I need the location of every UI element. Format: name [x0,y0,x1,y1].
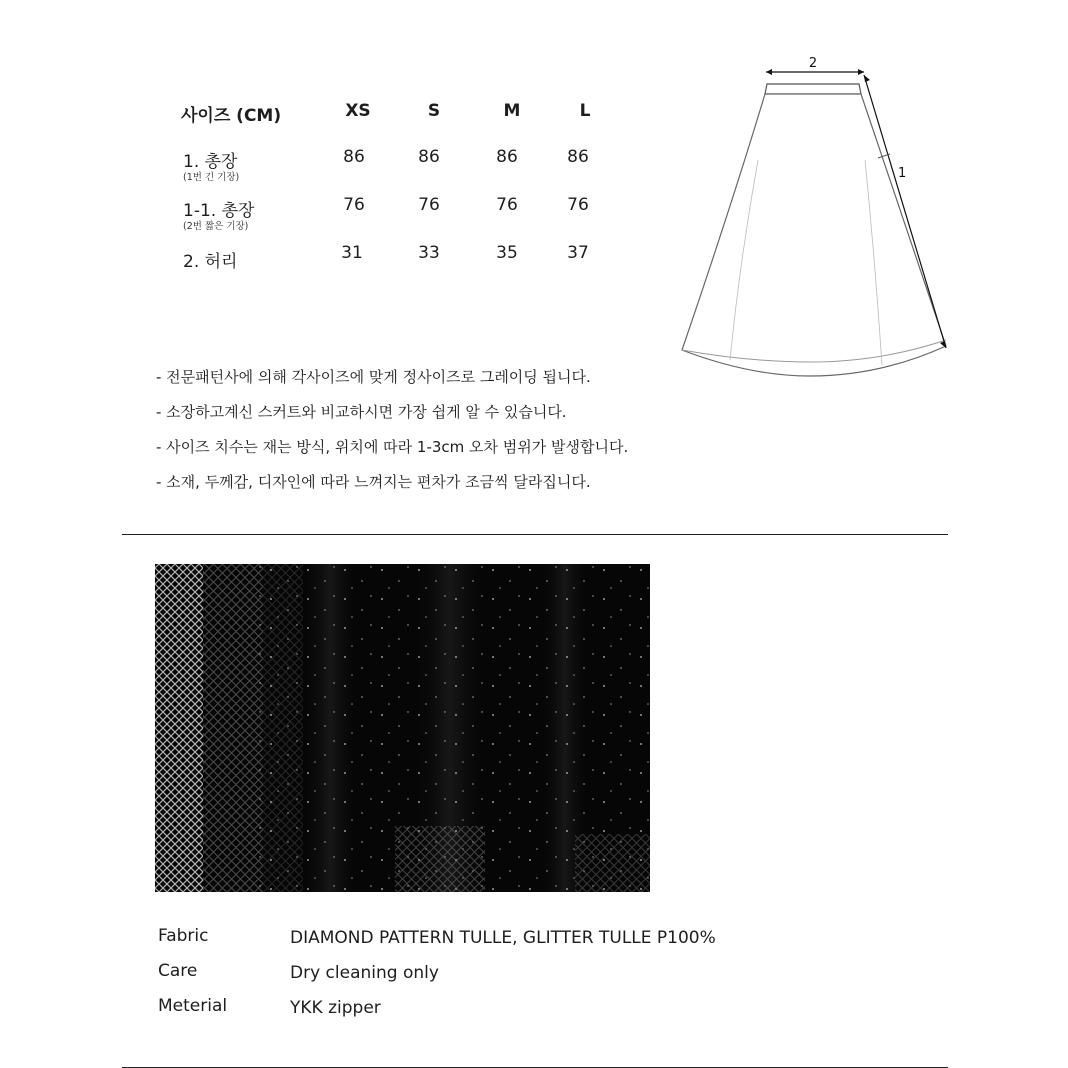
skirt-waistband [765,84,861,94]
size-header-l: L [579,101,591,121]
row-note-total-length: (1번 긴 기장) [183,172,240,183]
cell-length-xs: 86 [343,147,365,167]
row-label-short-length: 1-1. 총장 [183,201,255,221]
note-line: - 사이즈 치수는 재는 방식, 위치에 따라 1-3cm 오차 범위가 발생합니다. [156,438,629,456]
cell-short-xs: 76 [343,195,365,215]
info-label-care: Care [158,961,198,981]
row-label-waist: 2. 허리 [183,252,238,272]
row-label-total-length: 1. 총장 [183,152,238,172]
row-note-short-length: (2번 짧은 기장) [183,221,249,232]
cell-short-m: 76 [496,195,518,215]
cell-waist-xs: 31 [341,243,363,263]
size-table-header-label: 사이즈 (CM) [181,106,282,126]
info-label-fabric: Fabric [158,926,209,946]
info-value-fabric: DIAMOND PATTERN TULLE, GLITTER TULLE P100% [290,928,716,948]
cell-length-s: 86 [418,147,440,167]
size-header-xs: XS [345,101,371,121]
cell-waist-m: 35 [496,243,518,263]
info-value-material: YKK zipper [290,998,381,1018]
cell-length-m: 86 [496,147,518,167]
cell-length-l: 86 [567,147,589,167]
fabric-texture-illustration [155,564,650,892]
skirt-measurement-diagram [670,50,960,390]
section-divider [122,534,948,535]
note-line: - 전문패턴사에 의해 각사이즈에 맞게 정사이즈로 그레이딩 됩니다. [156,368,591,386]
cell-short-l: 76 [567,195,589,215]
size-header-s: S [427,101,441,121]
cell-short-s: 76 [418,195,440,215]
fabric-closeup-photo [155,564,650,892]
size-header-m: M [503,101,521,121]
note-line: - 소재, 두께감, 디자인에 따라 느껴지는 편차가 조금씩 달라집니다. [156,473,591,491]
note-line: - 소장하고계신 스커트와 비교하시면 가장 쉽게 알 수 있습니다. [156,403,567,421]
skirt-body [682,94,946,376]
waist-measure-label: 2 [808,56,818,71]
cell-waist-l: 37 [567,243,589,263]
length-measure-label: 1 [898,166,907,181]
info-label-material: Meterial [158,996,228,1016]
cell-waist-s: 33 [418,243,440,263]
info-value-care: Dry cleaning only [290,963,439,983]
